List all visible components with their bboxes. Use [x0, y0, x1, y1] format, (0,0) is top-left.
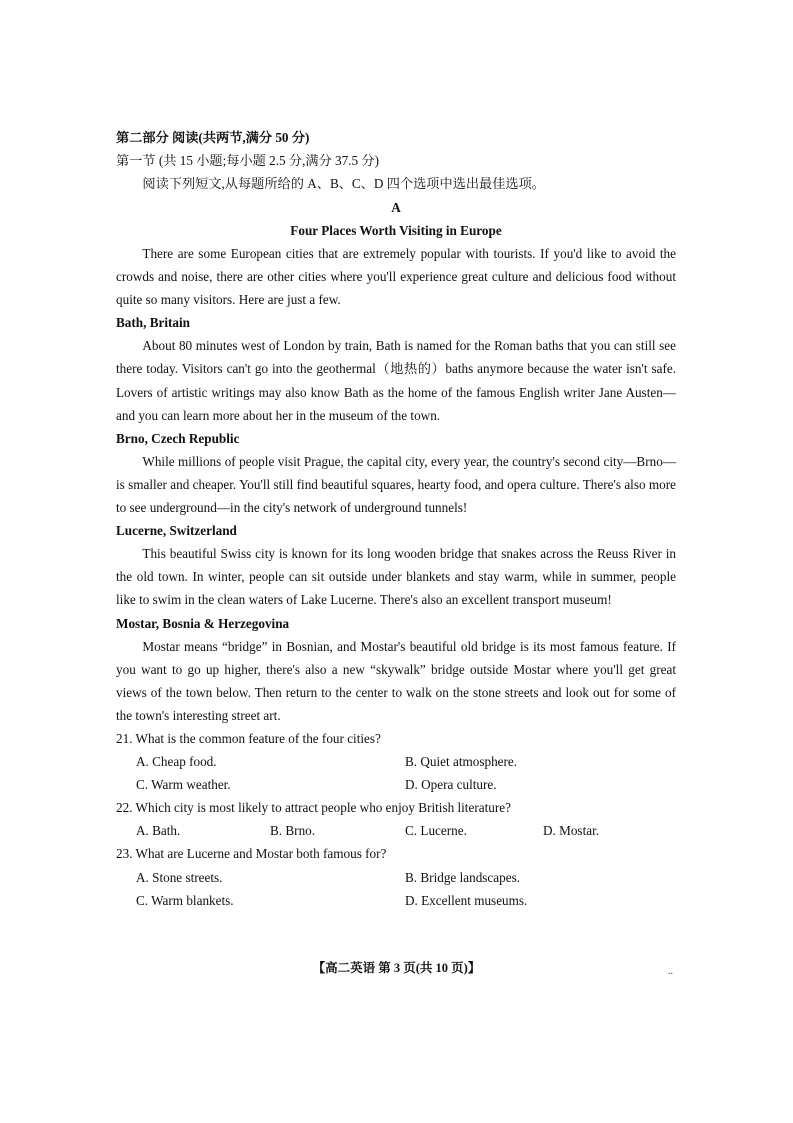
- question-23-options: [116, 866, 676, 912]
- section-heading-mostar: Mostar, Bosnia & Herzegovina: [116, 615, 290, 631]
- section-heading-bath: Bath, Britain: [116, 315, 191, 331]
- passage-title: Four Places Worth Visiting in Europe: [290, 222, 502, 238]
- question-23-stem: 23. What are Lucerne and Mostar both famous for?: [116, 846, 387, 862]
- section-text-bath: About 80 minutes west of London by train, Bath is named for the Roman baths that you can still see there today. Visitors can't go into the geothermal（地热的）baths anymore because the water isn't safe. Lovers of artistic writings may also know Bath as the home of the famous English writer Jane Austen—and you can learn more about her in the museum of the town.: [116, 338, 676, 423]
- question-22-options: [116, 819, 676, 842]
- instruction: 阅读下列短文,从每题所给的 A、B、C、D 四个选项中选出最佳选项。: [142, 176, 545, 192]
- section-text-brno: While millions of people visit Prague, the capital city, every year, the country's second city—Brno—is smaller and cheaper. You'll still find beautiful squares, hearty food, and opera culture. There's also more to see underground—in the city's network of underground tunnels!: [116, 453, 676, 516]
- section-text-mostar: Mostar means “bridge” in Bosnian, and Mostar's beautiful old bridge is its most famous feature. If you want to go up higher, there's also a new “skywalk” bridge outside Mostar where you'll get great views of the town below. Then return to the center to walk on the stone streets and look out for some of the town's interesting street art.: [116, 638, 676, 723]
- section-title: 第一节 (共 15 小题;每小题 2.5 分,满分 37.5 分): [116, 153, 380, 169]
- question-22-stem: 22. Which city is most likely to attract people who enjoy British literature?: [116, 800, 511, 816]
- question-21-options: [116, 750, 676, 796]
- page-footer: 【高二英语 第 3 页(共 10 页)】: [312, 961, 481, 975]
- section-text-lucerne: This beautiful Swiss city is known for its long wooden bridge that snakes across the Reuss River in the old town. In winter, people can sit outside under blankets and stay warm, while in summer, people like to swim in the clean waters of Lake Lucerne. There's also an excellent transport museum!: [116, 546, 676, 608]
- question-21-option-a[interactable]: A. Cheap food.: [136, 754, 217, 770]
- question-23-option-b[interactable]: B. Bridge landscapes.: [405, 869, 520, 885]
- question-21-option-b[interactable]: B. Quiet atmosphere.: [405, 754, 518, 770]
- exam-page: [116, 126, 676, 912]
- question-21-stem: 21. What is the common feature of the four cities?: [116, 730, 381, 746]
- question-21-option-c[interactable]: C. Warm weather.: [136, 777, 231, 793]
- passage-label: A: [391, 199, 401, 215]
- question-22-option-d[interactable]: D. Mostar.: [543, 823, 600, 839]
- question-23-option-a[interactable]: A. Stone streets.: [136, 869, 223, 885]
- section-heading-brno: Brno, Czech Republic: [116, 430, 240, 446]
- question-22-option-a[interactable]: A. Bath.: [136, 823, 181, 839]
- passage-intro: There are some European cities that are extremely popular with tourists. If you'd like to avoid the crowds and noise, there are other cities where you'll experience great culture and delicious food without quite so many visitors. Here are just a few.: [116, 246, 676, 308]
- part-title: 第二部分 阅读(共两节,满分 50 分): [116, 130, 310, 145]
- question-23-option-c[interactable]: C. Warm blankets.: [136, 892, 234, 908]
- question-23-option-d[interactable]: D. Excellent museums.: [405, 892, 528, 908]
- corner-mark: ..: [668, 966, 673, 977]
- question-22-option-b[interactable]: B. Brno.: [270, 823, 316, 839]
- question-21-option-d[interactable]: D. Opera culture.: [405, 777, 497, 793]
- section-heading-lucerne: Lucerne, Switzerland: [116, 523, 237, 539]
- question-22-option-c[interactable]: C. Lucerne.: [405, 823, 467, 839]
